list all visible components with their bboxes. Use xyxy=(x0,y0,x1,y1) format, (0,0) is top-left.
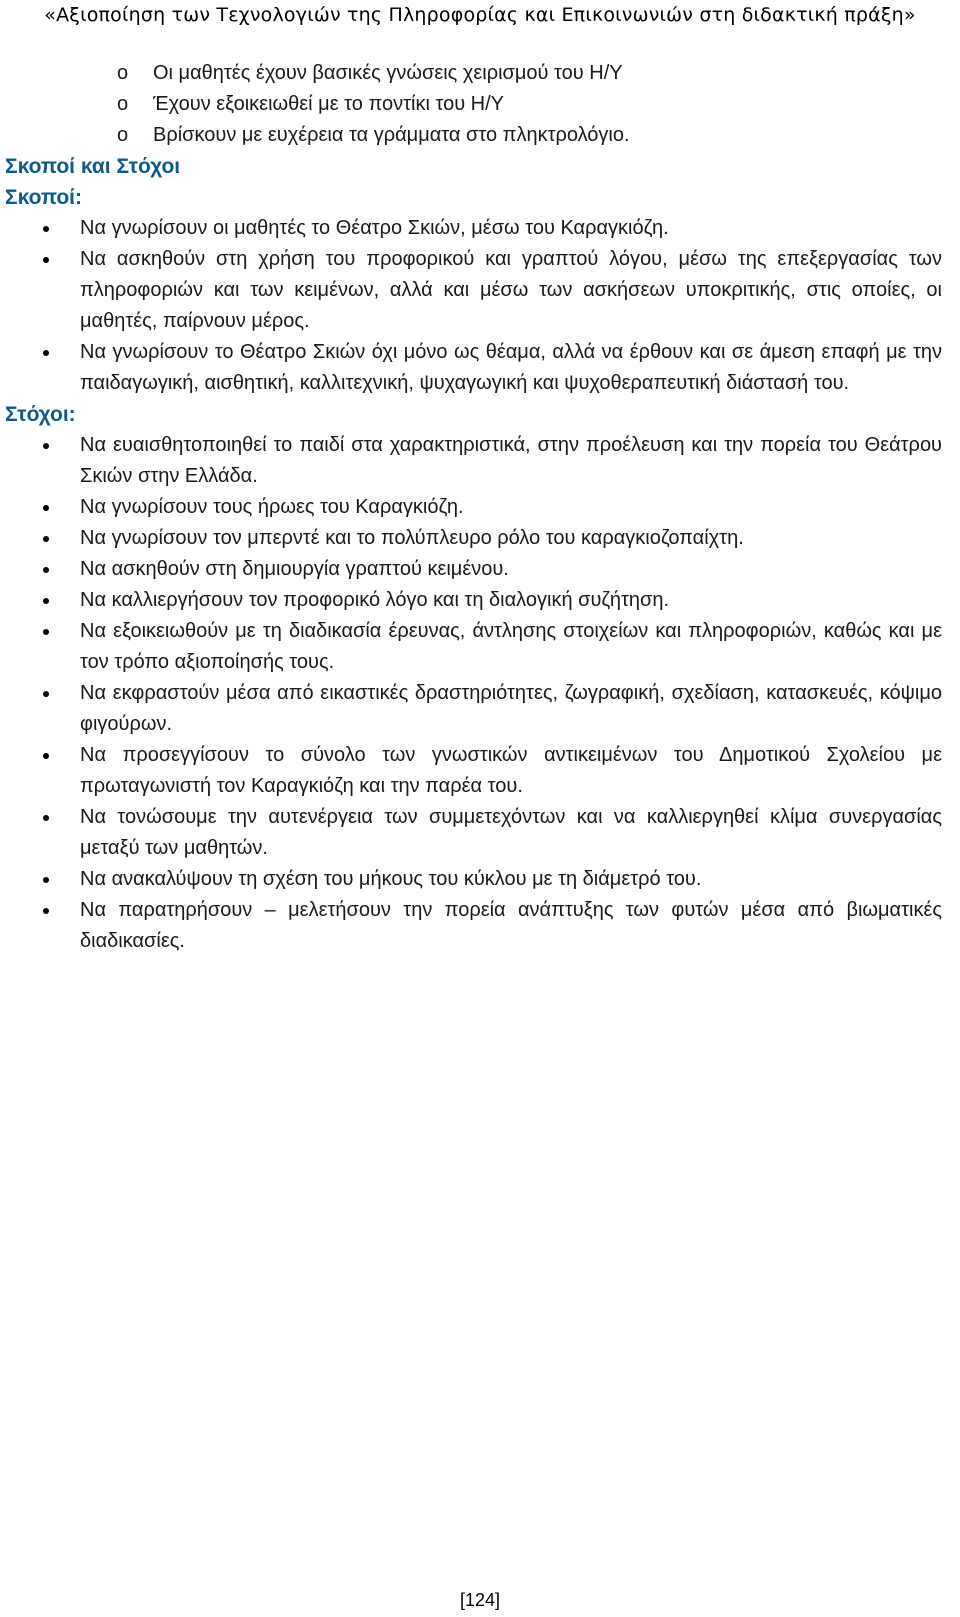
list-item xyxy=(0,244,960,337)
list-item xyxy=(0,585,960,616)
bullet-icon xyxy=(43,505,49,511)
list-item-text: Να ασκηθούν στη δημιουργία γραπτού κειμένου. xyxy=(80,558,509,580)
document-body xyxy=(0,58,960,957)
circle-bullet-icon: o xyxy=(117,93,129,115)
objectives-list xyxy=(0,430,960,957)
list-item-text: Να γνωρίσουν οι μαθητές το Θέατρο Σκιών, μέσω του Καραγκιόζη. xyxy=(80,217,669,239)
objectives-heading: Στόχοι: xyxy=(5,403,76,426)
list-item-text: Να ασκηθούν στη χρήση του προφορικού και γραπτού λόγου, μέσω της επεξεργασίας των πληροφοριών και των κειμένων, αλλά και μέσω των ασκήσεων υποκριτικής, στις οποίες, οι μαθητές, παίρνουν μέρος. xyxy=(80,248,942,332)
list-item xyxy=(0,864,960,895)
list-item xyxy=(0,802,960,864)
list-item xyxy=(0,120,960,151)
section-heading: Σκοποί και Στόχοι xyxy=(5,155,181,178)
bullet-icon xyxy=(43,350,49,356)
aims-list xyxy=(0,213,960,399)
circle-bullet-icon: o xyxy=(117,62,129,84)
list-item-text: Να παρατηρήσουν – μελετήσουν την πορεία ανάπτυξης των φυτών μέσα από βιωματικές διαδικασίες. xyxy=(80,899,942,952)
list-item xyxy=(0,523,960,554)
bullet-icon xyxy=(43,443,49,449)
bullet-icon xyxy=(43,691,49,697)
bullet-icon xyxy=(43,815,49,821)
list-item-text: Να προσεγγίσουν το σύνολο των γνωστικών αντικειμένων του Δημοτικού Σχολείου με πρωταγωνιστή τον Καραγκιόζη και την παρέα του. xyxy=(80,744,942,797)
list-item-text: Να εκφραστούν μέσα από εικαστικές δραστηριότητες, ζωγραφική, σχεδίαση, κατασκευές, κόψιμο φιγούρων. xyxy=(80,682,942,735)
list-item-text: Έχουν εξοικειωθεί με το ποντίκι του Η/Υ xyxy=(153,93,505,115)
list-item-text: Να γνωρίσουν τον μπερντέ και το πολύπλευρο ρόλο του καραγκιοζοπαίχτη. xyxy=(80,527,744,549)
list-item-text: Να γνωρίσουν το Θέατρο Σκιών όχι μόνο ως θέαμα, αλλά να έρθουν και σε άμεση επαφή με την παιδαγωγική, αισθητική, καλλιτεχνική, ψυχαγωγική και ψυχοθεραπευτική διάστασή του. xyxy=(80,341,942,394)
list-item xyxy=(0,740,960,802)
list-item xyxy=(0,616,960,678)
running-header: «Αξιοποίηση των Τεχνολογιών της Πληροφορίας και Επικοινωνιών στη διδακτική πράξη» xyxy=(44,4,916,26)
prerequisites-list xyxy=(0,58,960,151)
list-item xyxy=(0,895,960,957)
bullet-icon xyxy=(43,226,49,232)
bullet-icon xyxy=(43,753,49,759)
circle-bullet-icon: o xyxy=(117,124,129,146)
list-item xyxy=(0,678,960,740)
list-item-text: Να ανακαλύψουν τη σχέση του μήκους του κύκλου με τη διάμετρό του. xyxy=(80,868,702,890)
bullet-icon xyxy=(43,629,49,635)
bullet-icon xyxy=(43,536,49,542)
bullet-icon xyxy=(43,908,49,914)
bullet-icon xyxy=(43,567,49,573)
bullet-icon xyxy=(43,877,49,883)
list-item xyxy=(0,554,960,585)
list-item xyxy=(0,430,960,492)
list-item-text: Οι μαθητές έχουν βασικές γνώσεις χειρισμού του Η/Υ xyxy=(153,62,623,84)
list-item-text: Βρίσκουν με ευχέρεια τα γράμματα στο πληκτρολόγιο. xyxy=(153,124,630,146)
list-item-text: Να γνωρίσουν τους ήρωες του Καραγκιόζη. xyxy=(80,496,464,518)
list-item-text: Να ευαισθητοποιηθεί το παιδί στα χαρακτηριστικά, στην προέλευση και την πορεία του Θεάτρου Σκιών στην Ελλάδα. xyxy=(80,434,942,487)
list-item xyxy=(0,213,960,244)
list-item-text: Να τονώσουμε την αυτενέργεια των συμμετεχόντων και να καλλιεργηθεί κλίμα συνεργασίας μεταξύ των μαθητών. xyxy=(80,806,942,859)
list-item-text: Να εξοικειωθούν με τη διαδικασία έρευνας, άντλησης στοιχείων και πληροφοριών, καθώς και με τον τρόπο αξιοποίησής τους. xyxy=(80,620,942,673)
list-item xyxy=(0,58,960,89)
list-item xyxy=(0,492,960,523)
list-item xyxy=(0,337,960,399)
page-number: [124] xyxy=(459,1590,501,1610)
bullet-icon xyxy=(43,598,49,604)
list-item xyxy=(0,89,960,120)
list-item-text: Να καλλιεργήσουν τον προφορικό λόγο και τη διαλογική συζήτηση. xyxy=(80,589,670,611)
bullet-icon xyxy=(43,257,49,263)
aims-heading: Σκοποί: xyxy=(5,186,83,209)
